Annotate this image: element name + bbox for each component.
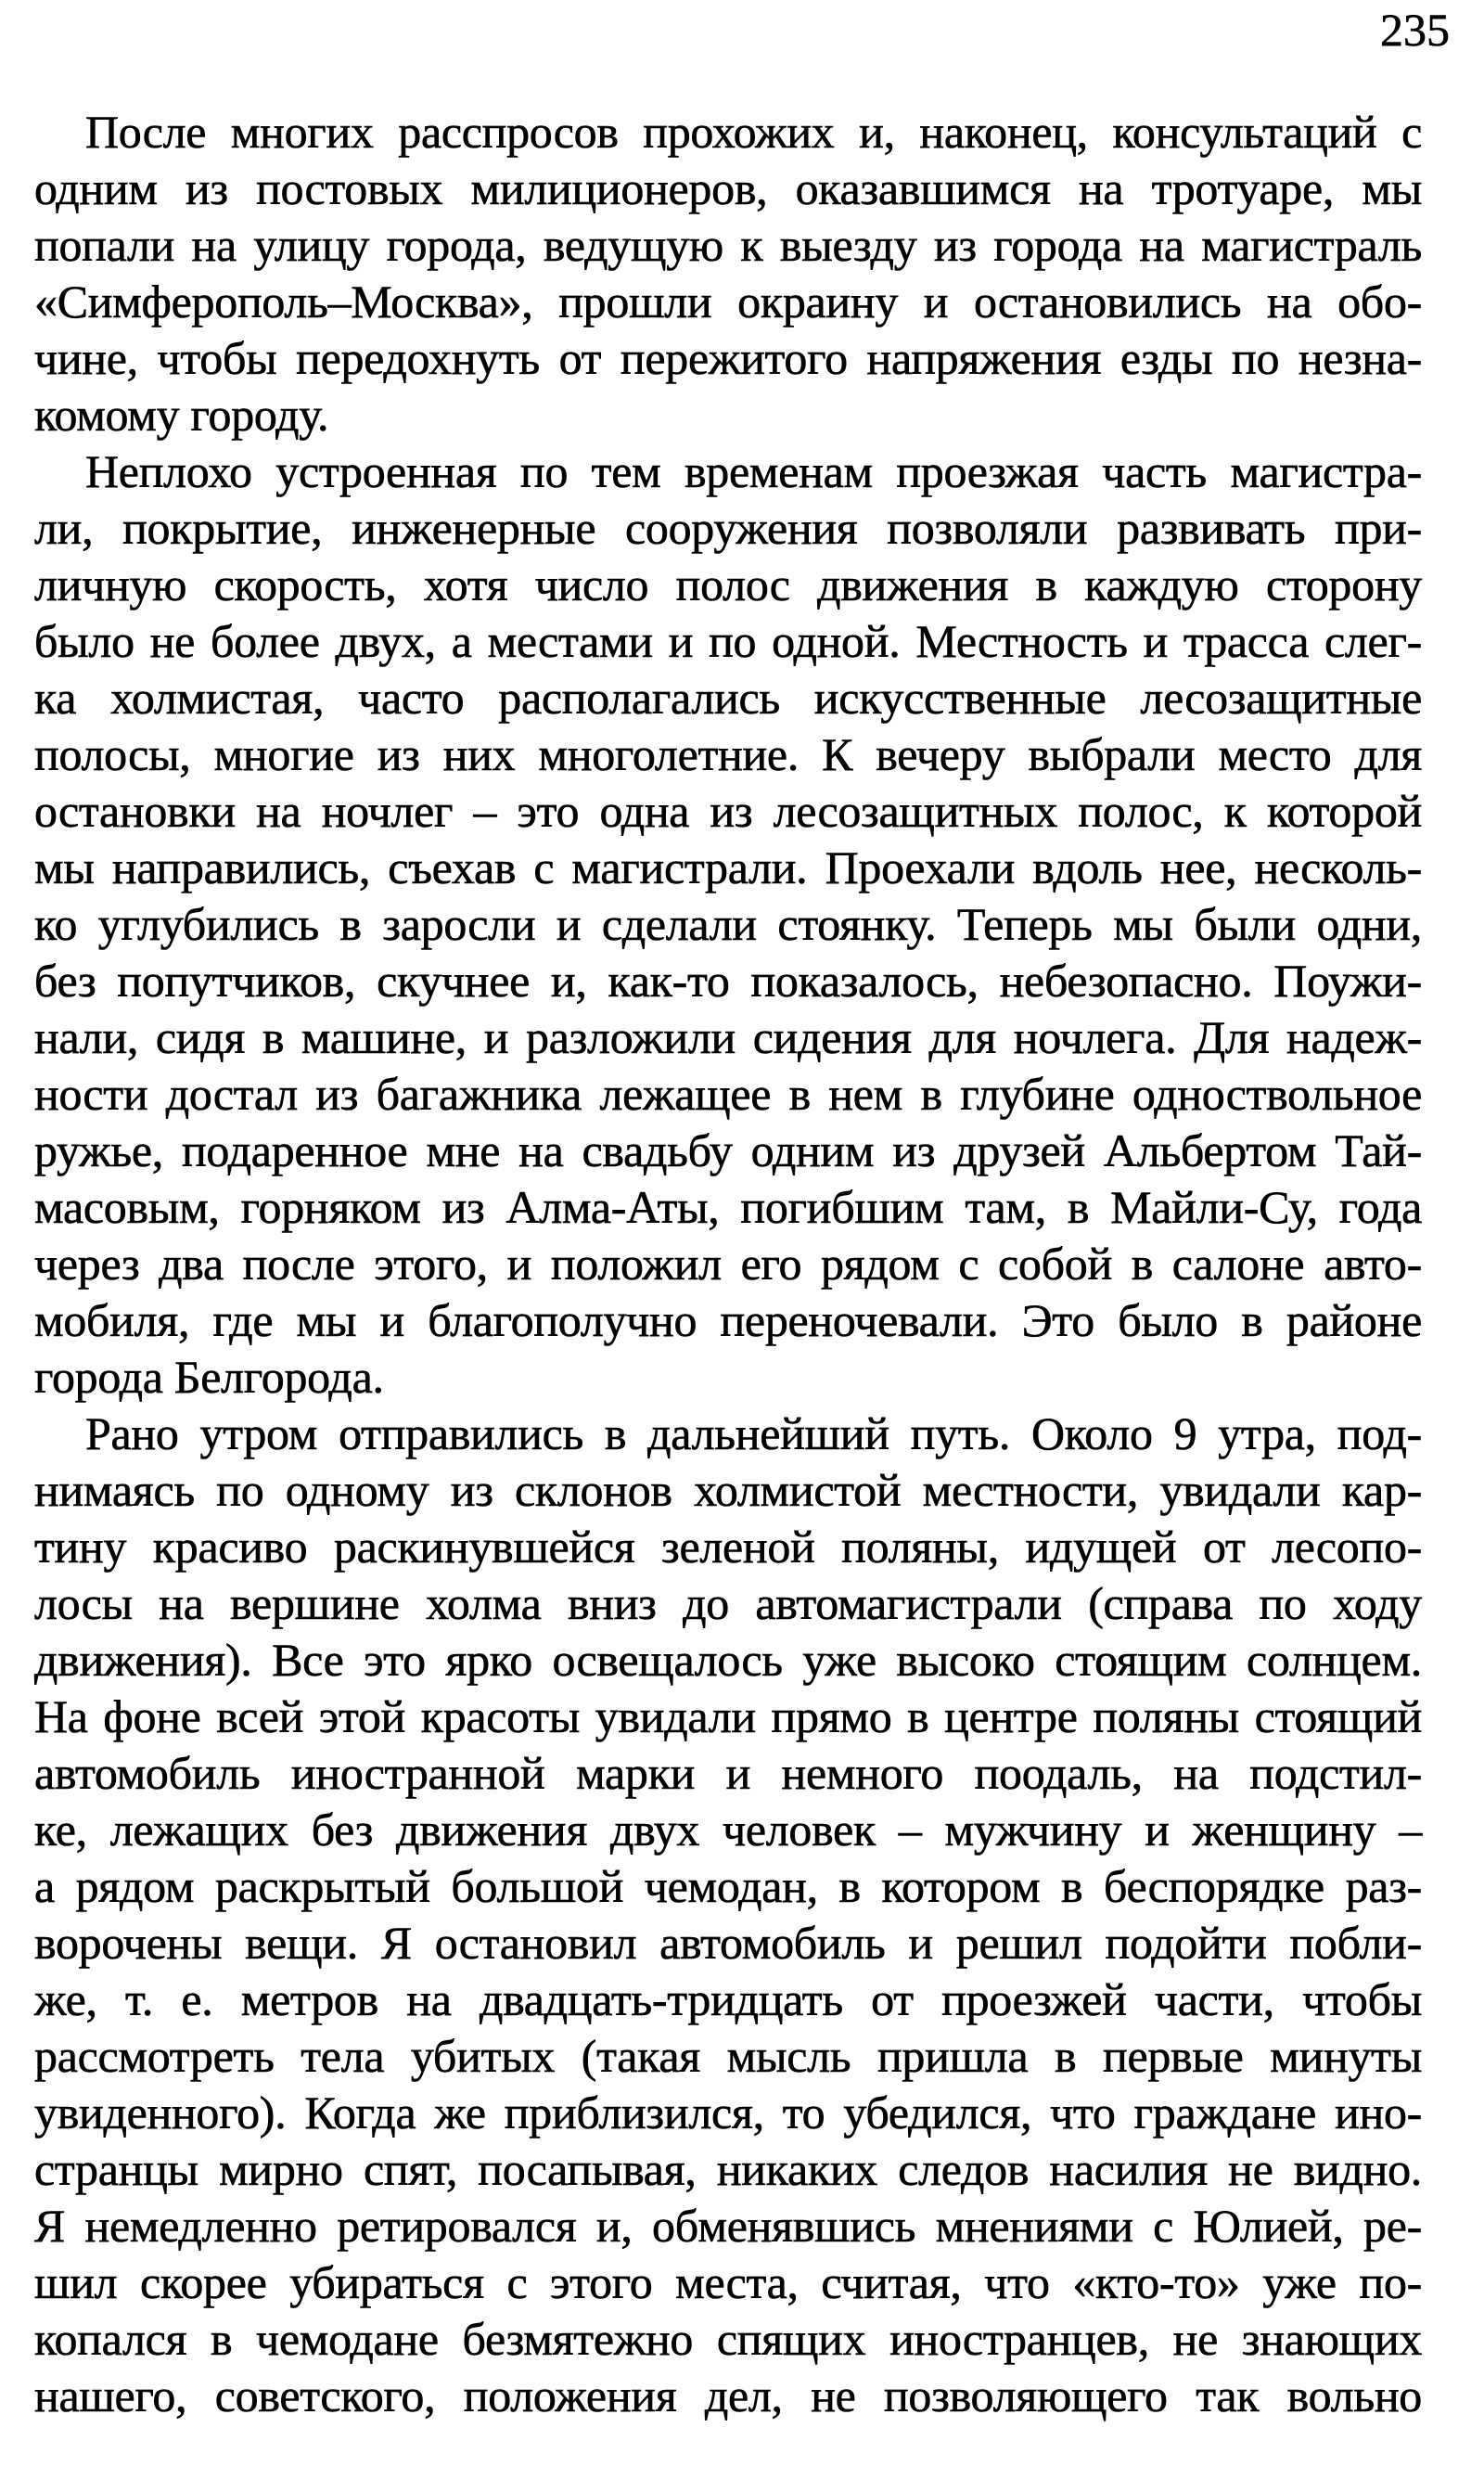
text-line: После многих расспросов прохожих и, наконец, консультаций с bbox=[85, 106, 1422, 158]
text-line: полосы, многие из них многолетние. К вечеру выбрали место для bbox=[34, 728, 1422, 780]
text-line: Я немедленно ретировался и, обменявшись мнениями с Юлией, ре- bbox=[34, 2200, 1422, 2252]
text-line: ружье, подаренное мне на свадьбу одним из друзей Альбертом Тай- bbox=[34, 1124, 1422, 1176]
page-number: 235 bbox=[1380, 4, 1450, 56]
text-line: без попутчиков, скучнее и, как-то показалось, небезопасно. Поужи- bbox=[34, 955, 1422, 1007]
text-line: ка холмистая, часто располагались искусственные лесозащитные bbox=[34, 672, 1422, 724]
text-line: «Симферополь–Москва», прошли окраину и остановились на обо- bbox=[34, 276, 1422, 328]
text-line: комому городу. bbox=[34, 389, 329, 441]
text-line: автомобиль иностранной марки и немного поодаль, на подстил- bbox=[34, 1747, 1422, 1799]
text-line: попали на улицу города, ведущую к выезду из города на магистраль bbox=[34, 219, 1422, 271]
text-line: ности достал из багажника лежащее в нем в глубине одноствольное bbox=[34, 1068, 1422, 1120]
text-line: города Белгорода. bbox=[34, 1351, 384, 1403]
text-line: Рано утром отправились в дальнейший путь. Около 9 утра, под- bbox=[85, 1407, 1422, 1459]
text-line: масовым, горняком из Алма-Аты, погибшим там, в Майли-Су, года bbox=[34, 1181, 1422, 1233]
text-line: нали, сидя в машине, и разложили сидения для ночлега. Для надеж- bbox=[34, 1011, 1422, 1063]
text-line: движения). Все это ярко освещалось уже высоко стоящим солнцем. bbox=[34, 1634, 1422, 1686]
text-line: лосы на вершине холма вниз до автомагистрали (справа по ходу bbox=[34, 1577, 1422, 1629]
text-line: рассмотреть тела убитых (такая мысль пришла в первые минуты bbox=[34, 2030, 1422, 2082]
text-line: нимаясь по одному из склонов холмистой местности, увидали кар- bbox=[34, 1464, 1422, 1516]
text-line: шил скорее убираться с этого места, считая, что «кто-то» уже по- bbox=[34, 2256, 1422, 2308]
text-line: Неплохо устроенная по тем временам проезжая часть магистра- bbox=[85, 445, 1422, 497]
page-text bbox=[34, 104, 1422, 2424]
text-line: ли, покрытие, инженерные сооружения позволяли развивать при- bbox=[34, 502, 1422, 554]
text-line: мобиля, где мы и благополучно переночевали. Это было в районе bbox=[34, 1294, 1422, 1346]
text-line: ворочены вещи. Я остановил автомобиль и решил подойти побли- bbox=[34, 1917, 1422, 1969]
text-line: одним из постовых милиционеров, оказавшимся на тротуаре, мы bbox=[34, 162, 1422, 214]
text-line: ке, лежащих без движения двух человек – мужчину и женщину – bbox=[34, 1804, 1422, 1856]
text-line: тину красиво раскинувшейся зеленой поляны, идущей от лесопо- bbox=[34, 1521, 1422, 1573]
text-line: остановки на ночлег – это одна из лесозащитных полос, к которой bbox=[34, 785, 1422, 837]
text-line: чине, чтобы передохнуть от пережитого напряжения езды по незна- bbox=[34, 332, 1422, 384]
text-line: а рядом раскрытый большой чемодан, в котором в беспорядке раз- bbox=[34, 1860, 1422, 1912]
text-line: странцы мирно спят, посапывая, никаких следов насилия не видно. bbox=[34, 2143, 1422, 2195]
text-line: нашего, советского, положения дел, не позволяющего так вольно bbox=[34, 2370, 1422, 2421]
text-line: ко углубились в заросли и сделали стоянку. Теперь мы были одни, bbox=[34, 898, 1422, 950]
text-line: было не более двух, а местами и по одной. Местность и трасса слег- bbox=[34, 615, 1422, 667]
text-line: же, т. е. метров на двадцать-тридцать от проезжей части, чтобы bbox=[34, 1973, 1422, 2025]
text-line: На фоне всей этой красоты увидали прямо в центре поляны стоящий bbox=[34, 1690, 1422, 1742]
text-line: копался в чемодане безмятежно спящих иностранцев, не знающих bbox=[34, 2313, 1422, 2365]
text-line: мы направились, съехав с магистрали. Проехали вдоль нее, несколь- bbox=[34, 841, 1422, 893]
text-line: увиденного). Когда же приблизился, то убедился, что граждане ино- bbox=[34, 2087, 1422, 2138]
text-line: через два после этого, и положил его рядом с собой в салоне авто- bbox=[34, 1238, 1422, 1290]
text-line: личную скорость, хотя число полос движения в каждую сторону bbox=[34, 559, 1422, 610]
